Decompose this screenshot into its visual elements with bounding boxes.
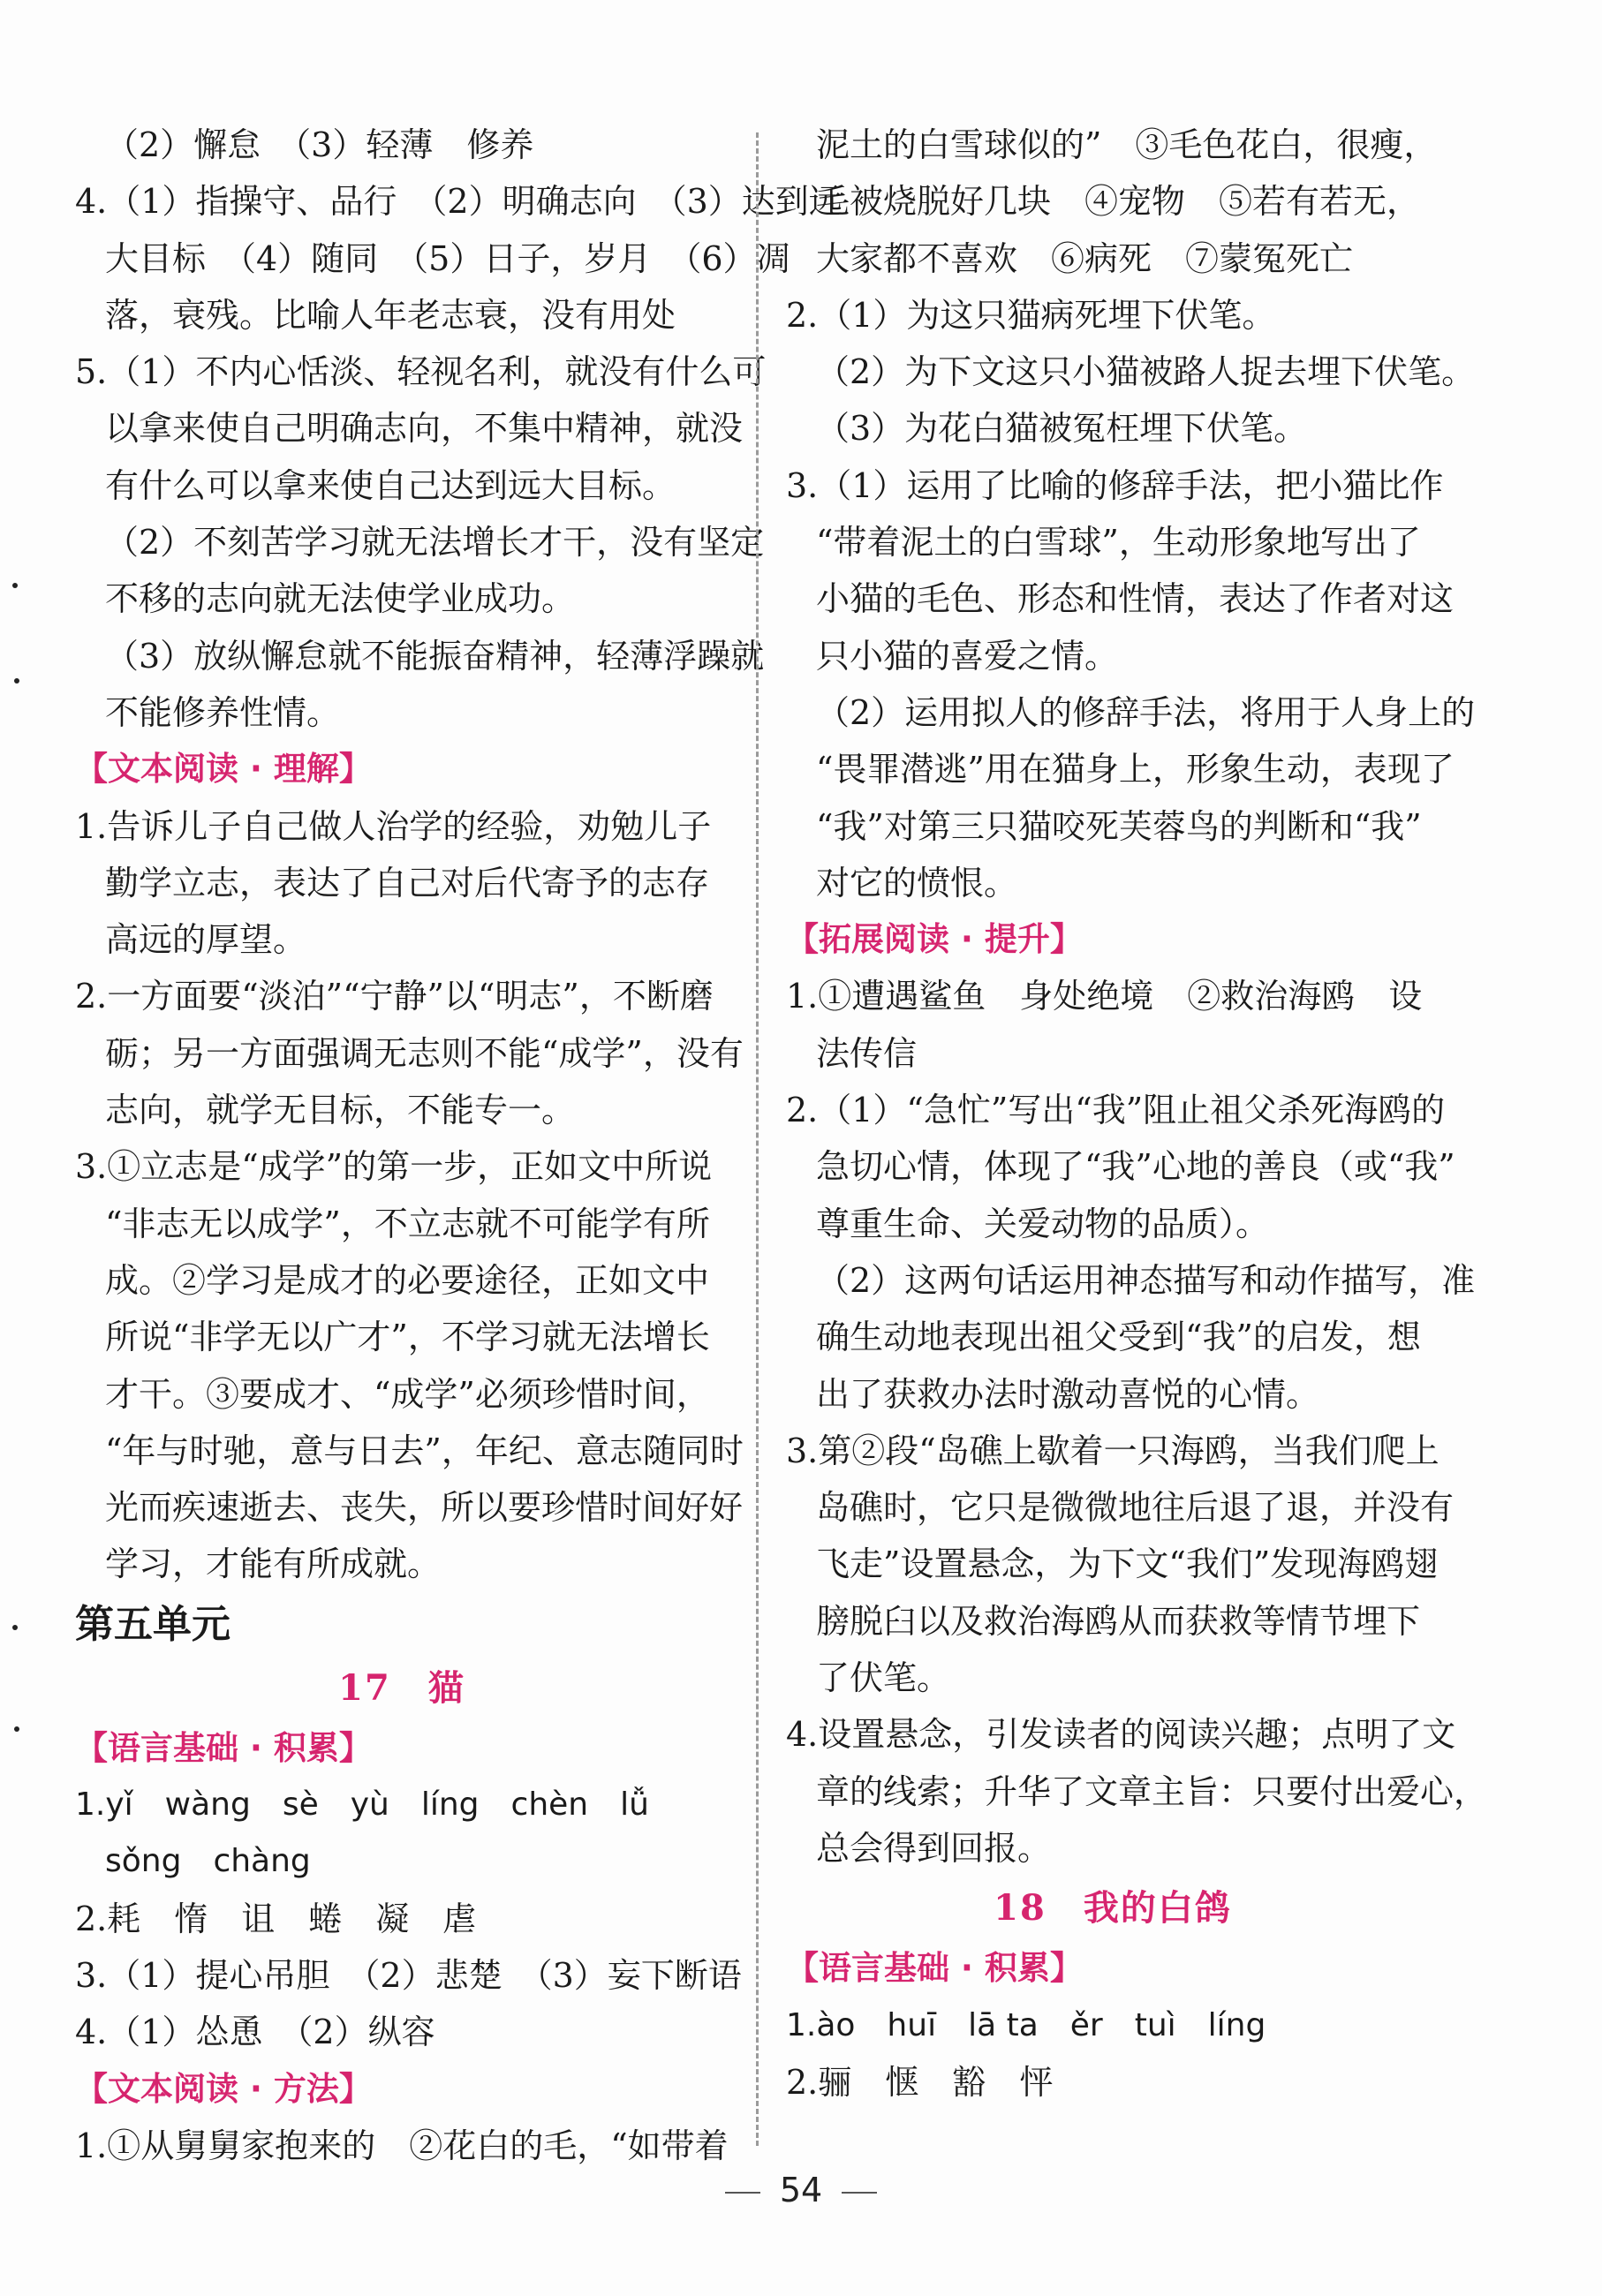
text-line: 急切心情，体现了“我”心地的善良（或“我” xyxy=(816,1147,1455,1187)
text-line: 对它的愤恨。 xyxy=(816,863,1018,903)
text-line: 法传信 xyxy=(816,1033,918,1073)
text-line: 毛被烧脱好几块 ④宠物 ⑤若有若无， xyxy=(816,182,1421,222)
pinyin-answer: sǒng chàng xyxy=(105,1843,311,1880)
text-line: 尊重生命、关爱动物的品质）。 xyxy=(816,1204,1270,1243)
text-line: 落，衰残。比喻人年老志衰，没有用处 xyxy=(105,295,676,335)
answer-item: 2.耗 惰 诅 蜷 凝 虐 xyxy=(75,1899,477,1938)
answer-item: 3.第②段“岛礁上歇着一只海鸥，当我们爬上 xyxy=(786,1431,1440,1470)
text-line: 了伏笔。 xyxy=(816,1658,951,1698)
text-line: 章的线索；升华了文章主旨：只要付出爱心， xyxy=(816,1771,1488,1811)
pinyin-answer: 1.ào huī lā ta ěr tuì líng xyxy=(786,2006,1266,2043)
answer-item: 4.设置悬念，引发读者的阅读兴趣；点明了文 xyxy=(786,1715,1456,1755)
margin-mark xyxy=(12,1625,18,1630)
column-divider xyxy=(756,132,759,2146)
margin-mark xyxy=(12,583,18,588)
margin-mark xyxy=(14,678,19,684)
text-line: 以拿来使自己明确志向，不集中精神，就没 xyxy=(105,409,744,449)
text-line: “带着泥土的白雪球”，生动形象地写出了 xyxy=(816,523,1421,563)
answer-item: 3.①立志是“成学”的第一步，正如文中所说 xyxy=(75,1147,713,1187)
text-line: 成。②学习是成才的必要途径，正如文中 xyxy=(105,1260,710,1300)
text-line: 光而疾速逝去、丧失，所以要珍惜时间好好 xyxy=(105,1488,744,1528)
text-line: 学习，才能有所成就。 xyxy=(105,1545,442,1584)
text-line: “非志无以成学”，不立志就不可能学有所 xyxy=(105,1204,710,1243)
margin-mark xyxy=(14,1726,19,1732)
text-line: 大家都不喜欢 ⑥病死 ⑦蒙冤死亡 xyxy=(816,238,1354,278)
text-line: 膀脱臼以及救治海鸥从而获救等情节埋下 xyxy=(816,1601,1421,1641)
text-line: 出了获救办法时激动喜悦的心情。 xyxy=(816,1374,1320,1414)
footer-dash xyxy=(842,2192,877,2194)
text-line: 志向，就学无目标，不能专一。 xyxy=(105,1091,576,1130)
text-line: （2）这两句话运用神态描写和动作描写，准 xyxy=(816,1260,1476,1300)
answer-item: 2.（1）为这只猫病死埋下伏笔。 xyxy=(786,295,1276,335)
text-line: 所说“非学无以广才”，不学习就无法增长 xyxy=(105,1318,710,1357)
right-column xyxy=(786,117,1488,2111)
text-line: 勤学立志，表达了自己对后代寄予的志存 xyxy=(105,863,710,903)
lesson-title: 17 猫 xyxy=(338,1666,465,1709)
text-line: “年与时驰，意与日去”，年纪、意志随同时 xyxy=(105,1431,744,1470)
text-line: “畏罪潜逃”用在猫身上，形象生动，表现了 xyxy=(816,750,1455,789)
answer-item: 5.（1）不内心恬淡、轻视名利，就没有什么可 xyxy=(75,352,767,392)
text-line: 总会得到回报。 xyxy=(816,1828,1052,1868)
answer-item: 4.（1）指操守、品行 （2）明确志向 （3）达到远 xyxy=(75,182,843,222)
answer-item: 1.告诉儿子自己做人治学的经验，劝勉儿子 xyxy=(75,806,712,846)
text-line: 小猫的毛色、形态和性情，表达了作者对这 xyxy=(816,579,1455,619)
section-header: 【文本阅读 · 理解】 xyxy=(75,750,372,789)
lesson-title: 18 我的白鸽 xyxy=(994,1887,1232,1930)
text-line: 才干。③要成才、“成学”必须珍惜时间， xyxy=(105,1374,710,1414)
text-line: （2）懈怠 （3）轻薄 修养 xyxy=(105,125,534,164)
answer-item: 3.（1）运用了比喻的修辞手法，把小猫比作 xyxy=(786,465,1444,505)
text-line: 泥土的白雪球似的” ③毛色花白，很瘦， xyxy=(816,125,1438,164)
text-line: 有什么可以拿来使自己达到远大目标。 xyxy=(105,465,676,505)
text-line: （3）为花白猫被冤枉埋下伏笔。 xyxy=(816,409,1308,449)
text-line: 只小猫的喜爱之情。 xyxy=(816,636,1119,676)
section-header: 【文本阅读 · 方法】 xyxy=(75,2069,372,2108)
text-line: 岛礁时，它只是微微地往后退了退，并没有 xyxy=(816,1488,1455,1528)
page-number: 54 xyxy=(779,2171,823,2209)
footer-dash xyxy=(725,2192,760,2194)
text-line: （2）不刻苦学习就无法增长才干，没有坚定 xyxy=(105,523,765,563)
section-header: 【语言基础 · 积累】 xyxy=(786,1949,1083,1988)
answer-item: 3.（1）提心吊胆 （2）悲楚 （3）妄下断语 xyxy=(75,1955,742,1995)
pinyin-answer: 1.yǐ wàng sè yù líng chèn lǚ xyxy=(75,1786,649,1824)
answer-item: 2.骊 惬 豁 怦 xyxy=(786,2062,1054,2102)
text-line: 确生动地表现出祖父受到“我”的启发，想 xyxy=(816,1318,1421,1357)
unit-heading: 第五单元 xyxy=(75,1601,230,1647)
text-line: 砺；另一方面强调无志则不能“成学”，没有 xyxy=(105,1033,744,1073)
answer-item: 2.（1）“急忙”写出“我”阻止祖父杀死海鸥的 xyxy=(786,1091,1446,1130)
text-line: 不移的志向就无法使学业成功。 xyxy=(105,579,576,619)
section-header: 【语言基础 · 积累】 xyxy=(75,1728,372,1767)
text-line: 大目标 （4）随同 （5）日子，岁月 （6）凋 xyxy=(105,238,790,278)
answer-item: 2.一方面要“淡泊”“宁静”以“明志”，不断磨 xyxy=(75,977,714,1016)
text-line: （3）放纵懈怠就不能振奋精神，轻薄浮躁就 xyxy=(105,636,765,676)
text-line: （2）为下文这只小猫被路人捉去埋下伏笔。 xyxy=(816,352,1476,392)
left-column xyxy=(75,117,843,2174)
text-line: 高远的厚望。 xyxy=(105,920,307,960)
text-line: （2）运用拟人的修辞手法，将用于人身上的 xyxy=(816,692,1476,732)
answer-item: 1.①从舅舅家抱来的 ②花白的毛，“如带着 xyxy=(75,2126,729,2165)
page-number-footer xyxy=(0,2171,1602,2209)
text-line: 不能修养性情。 xyxy=(105,692,341,732)
text-line: 飞走”设置悬念，为下文“我们”发现海鸥翅 xyxy=(816,1545,1439,1584)
answer-item: 1.①遭遇鲨鱼 身处绝境 ②救治海鸥 设 xyxy=(786,977,1423,1016)
answer-item: 4.（1）怂恿 （2）纵容 xyxy=(75,2013,435,2052)
text-line: “我”对第三只猫咬死芙蓉鸟的判断和“我” xyxy=(816,806,1422,846)
section-header: 【拓展阅读 · 提升】 xyxy=(786,920,1083,959)
